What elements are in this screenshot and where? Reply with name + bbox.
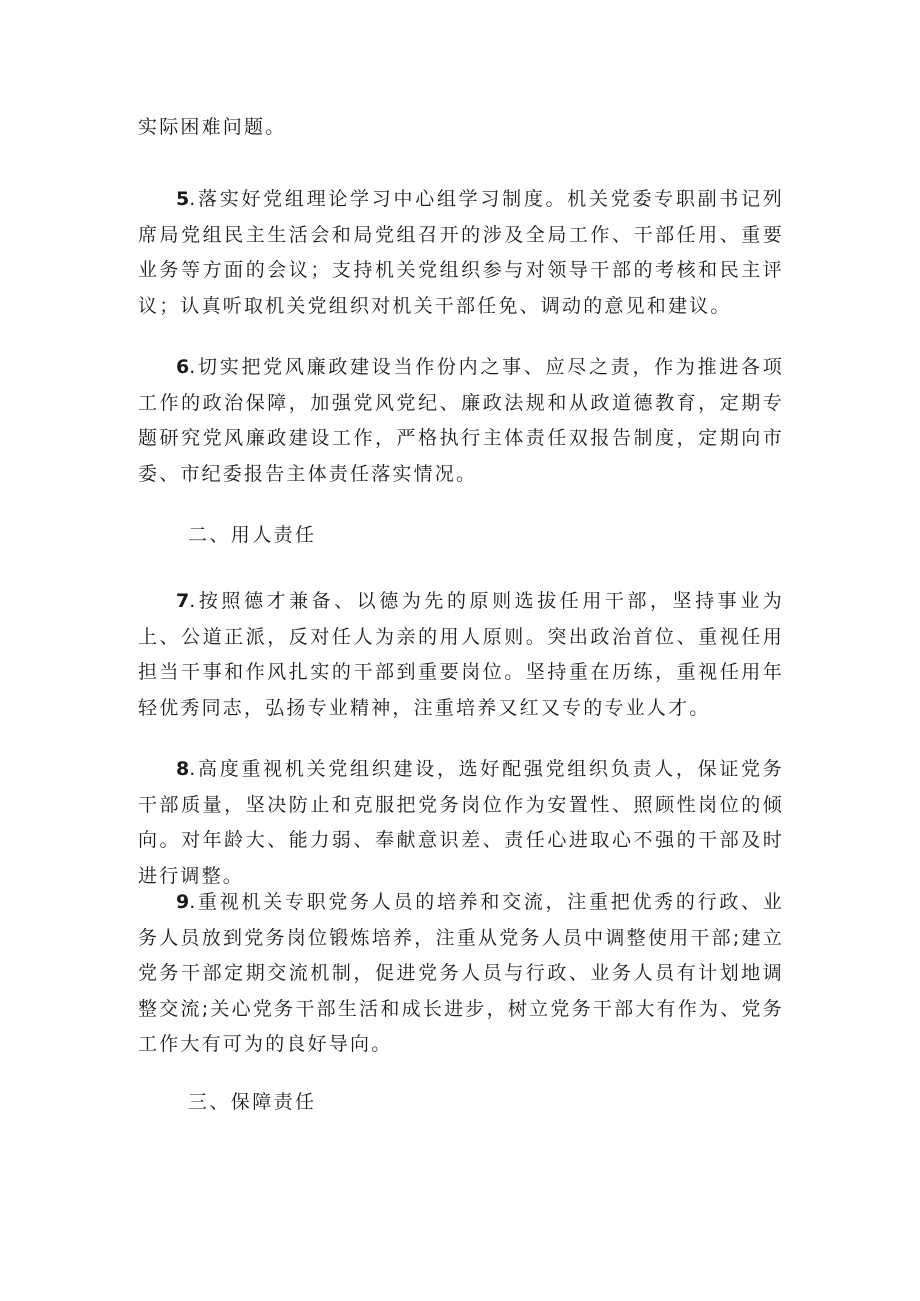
item-number: 6 bbox=[176, 356, 190, 378]
item-text: .落实好党组理论学习中心组学习制度。机关党委专职副书记列席局党组民主生活会和局党组召开的涉及全局工作、干部任用、重要业务等方面的会议；支持机关党组织参与对领导干部的考核和民主评议；认真听取机关党组织对机关干部任免、调动的意见和建议。 bbox=[138, 188, 784, 317]
paragraph-item-6 bbox=[138, 350, 784, 492]
item-text: .重视机关专职党务人员的培养和交流，注重把优秀的行政、业务人员放到党务岗位锻炼培养，注重从党务人员中调整使用干部;建立党务干部定期交流机制，促进党务人员与行政、业务人员有计划地调整交流;关心党务干部生活和成长进步，树立党务干部大有作为、党务工作大有可为的良好导向。 bbox=[138, 891, 784, 1055]
item-number: 8 bbox=[176, 758, 190, 780]
item-number: 5 bbox=[176, 188, 190, 210]
item-text: .切实把党风廉政建设当作份内之事、应尽之责，作为推进各项工作的政治保障，加强党风党纪、廉政法规和从政道德教育，定期专题研究党风廉政建设工作，严格执行主体责任双报告制度，定期向市委、市纪委报告主体责任落实情况。 bbox=[138, 356, 784, 485]
paragraph-item-8 bbox=[138, 752, 784, 894]
paragraph-item-9 bbox=[138, 885, 784, 1063]
item-text: .高度重视机关党组织建设，选好配强党组织负责人，保证党务干部质量，坚决防止和克服把党务岗位作为安置性、照顾性岗位的倾向。对年龄大、能力弱、奉献意识差、责任心进取心不强的干部及时进行调整。 bbox=[138, 758, 784, 887]
paragraph-continuation: 实际困难问题。 bbox=[138, 116, 287, 138]
item-text: .按照德才兼备、以德为先的原则选拔任用干部，坚持事业为上、公道正派，反对任人为亲的用人原则。突出政治首位、重视任用担当干事和作风扎实的干部到重要岗位。坚持重在历练，重视任用年轻优秀同志，弘扬专业精神，注重培养又红又专的专业人才。 bbox=[138, 590, 784, 719]
section-heading-3: 三、保障责任 bbox=[188, 1091, 317, 1113]
paragraph-item-5 bbox=[138, 182, 784, 324]
item-number: 7 bbox=[176, 590, 190, 612]
item-number: 9 bbox=[176, 891, 190, 913]
section-heading-2: 二、用人责任 bbox=[188, 524, 317, 546]
paragraph-item-7 bbox=[138, 584, 784, 726]
